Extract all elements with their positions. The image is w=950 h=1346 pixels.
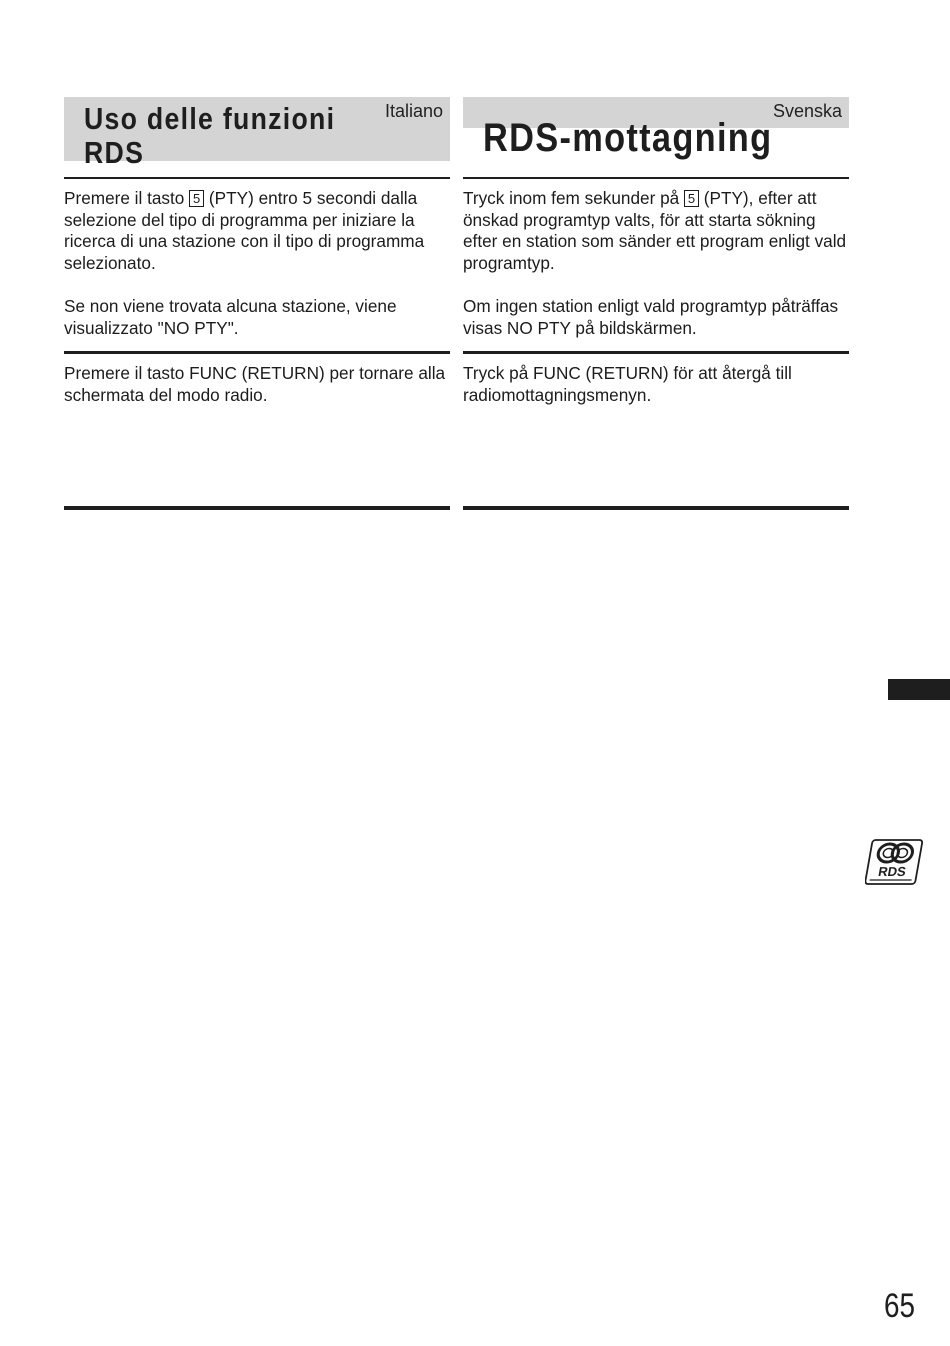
swedish-top-rule bbox=[463, 177, 849, 179]
italian-title: Uso delle funzioni RDS bbox=[84, 101, 336, 170]
italian-language-label: Italiano bbox=[384, 101, 443, 121]
swedish-paragraph-3: Tryck på FUNC (RETURN) för att återgå till radiomottagningsmenyn. bbox=[463, 363, 792, 405]
swedish-paragraph-2: Om ingen station enligt vald programtyp påträffas visas NO PTY på bildskärmen. bbox=[463, 296, 839, 338]
italian-middle-rule bbox=[64, 351, 450, 354]
swedish-language-label: Svenska bbox=[772, 101, 842, 121]
key-5-icon: 5 bbox=[189, 190, 204, 207]
rds-logo-text: RDS bbox=[877, 864, 908, 879]
swedish-middle-rule bbox=[463, 351, 849, 354]
swedish-para1-before: Tryck inom fem sekunder på bbox=[463, 188, 680, 208]
swedish-para1-after: (PTY), efter att önskad programtyp valts, för att starta sökning efter en station som sänder ett program enligt vald programtyp. bbox=[463, 188, 847, 273]
italian-top-rule bbox=[64, 177, 450, 179]
swedish-paragraph-1 bbox=[463, 188, 849, 274]
italian-para1-after: (PTY) entro 5 secondi dalla selezione del tipo di programma per iniziare la ricerca di una stazione con il tipo di programma selezionato. bbox=[64, 188, 425, 273]
section-tab-marker bbox=[888, 679, 950, 700]
swedish-title: RDS-mottagning bbox=[483, 116, 773, 160]
italian-end-rule bbox=[64, 506, 450, 510]
page-number: 65 bbox=[884, 1287, 916, 1325]
key-5-icon: 5 bbox=[684, 190, 699, 207]
swedish-end-rule bbox=[463, 506, 849, 510]
italian-paragraph-2: Se non viene trovata alcuna stazione, viene visualizzato "NO PTY". bbox=[64, 296, 397, 338]
italian-paragraph-3: Premere il tasto FUNC (RETURN) per tornare alla schermata del modo radio. bbox=[64, 363, 446, 405]
italian-paragraph-1 bbox=[64, 188, 450, 274]
italian-para1-before: Premere il tasto bbox=[64, 188, 185, 208]
rds-logo-icon bbox=[865, 838, 923, 886]
